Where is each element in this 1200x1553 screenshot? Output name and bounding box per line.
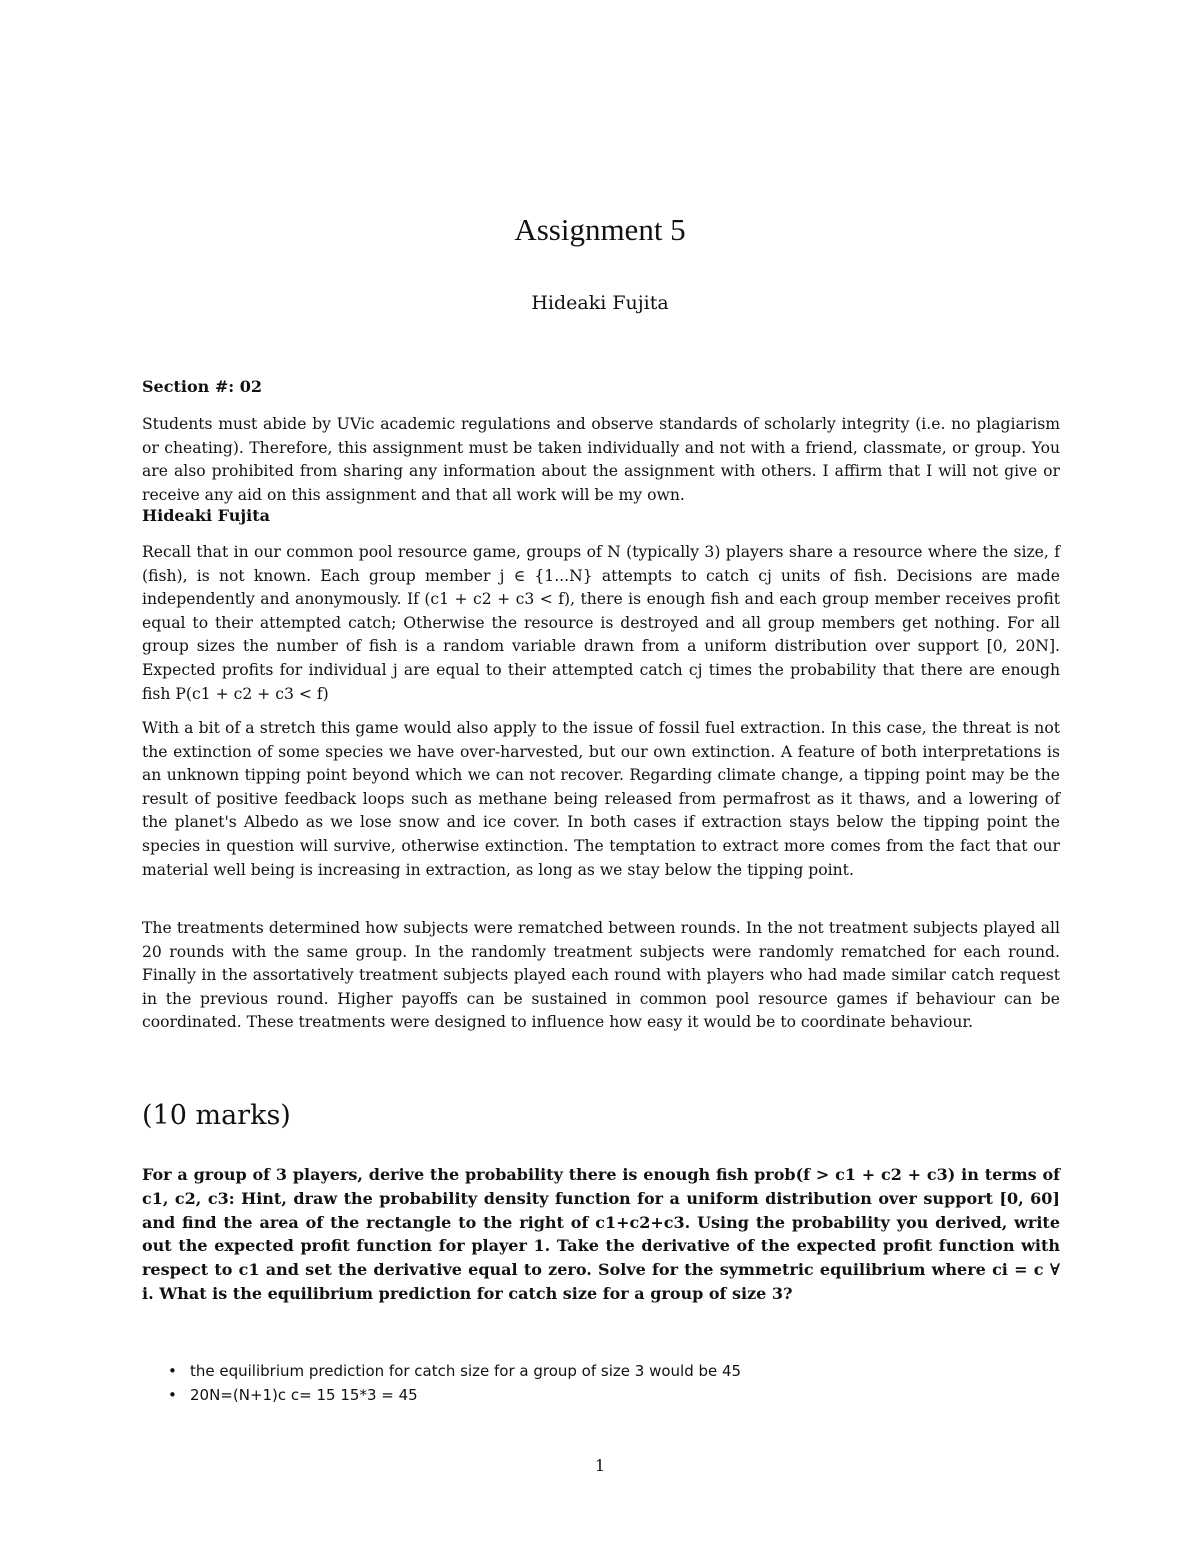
answer-list [166,1359,741,1407]
section-label: Section #: 02 [142,377,262,396]
answer-item [166,1383,741,1407]
paragraph-treatments: The treatments determined how subjects were rematched between rounds. In the not treatment subjects played all 20 rounds with the same group. In the randomly treatment subjects were randomly rematched for each round. Finally in the assortatively treatment subjects played each round with players who had made similar catch request in the previous round. Higher payoffs can be sustained in common pool resource games if behaviour can be coordinated. These treatments were designed to influence how easy it would be to coordinate behaviour. [142,919,1060,1032]
marks-heading: (10 marks) [142,1100,291,1131]
paragraph-climate: With a bit of a stretch this game would also apply to the issue of fossil fuel extraction. In this case, the threat is not the extinction of some species we have over-harvested, but our own extinction. A feature of both interpretations is an unknown tipping point beyond which we can not recover. Regarding climate change, a tipping point may be the result of positive feedback loops such as methane being released from permafrost as it thaws, and a lowering of the planet's Albedo as we lose snow and ice cover. In both cases if extraction stays below the tipping point the species in question will survive, otherwise extinction. The temptation to extract more comes from the fact that our material well being is increasing in extraction, as long as we stay below the tipping point. [142,719,1060,879]
signature: Hideaki Fujita [142,506,270,525]
document-title: Assignment 5 [514,212,686,247]
answer-item [166,1359,741,1383]
answer-text: the equilibrium prediction for catch size for a group of size 3 would be 45 [190,1362,742,1380]
bullet-icon: • [168,1362,177,1380]
page-number: 1 [594,1456,606,1475]
bullet-icon: • [168,1386,177,1404]
integrity-statement: Students must abide by UVic academic regulations and observe standards of scholarly integrity (i.e. no plagiarism or cheating). Therefore, this assignment must be taken individually and not with a friend, classmate, or group. You are also prohibited from sharing any information about the assignment with others. I affirm that I will not give or receive any aid on this assignment and that all work will be my own. [142,415,1060,504]
question-text: For a group of 3 players, derive the probability there is enough fish prob(f > c1 + c2 + c3) in terms of c1, c2, c3: Hint, draw the probability density function for a uniform distribution over support [0, 60] and find the area of the rectangle to the right of c1+c2+c3. Using the probability you derived, write out the expected profit function for player 1. Take the derivative of the expected profit function with respect to c1 and set the derivative equal to zero. Solve for the symmetric equilibrium where ci = c ∀ i. What is the equilibrium prediction for catch size for a group of size 3? [142,1165,1060,1303]
paragraph-game: Recall that in our common pool resource game, groups of N (typically 3) players share a resource where the size, f (fish), is not known. Each group member j ∈ {1...N} attempts to catch cj units of fish. Decisions are made independently and anonymously. If (c1 + c2 + c3 < f), there is enough fish and each group member receives profit equal to their attempted catch; Otherwise the resource is destroyed and all group members get nothing. For all group sizes the number of fish is a random variable drawn from a uniform distribution over support [0, 20N]. Expected profits for individual j are equal to their attempted catch cj times the probability that there are enough fish P(c1 + c2 + c3 < f) [142,543,1060,703]
author-name: Hideaki Fujita [531,292,669,314]
answer-text: 20N=(N+1)c c= 15 15*3 = 45 [190,1386,418,1404]
